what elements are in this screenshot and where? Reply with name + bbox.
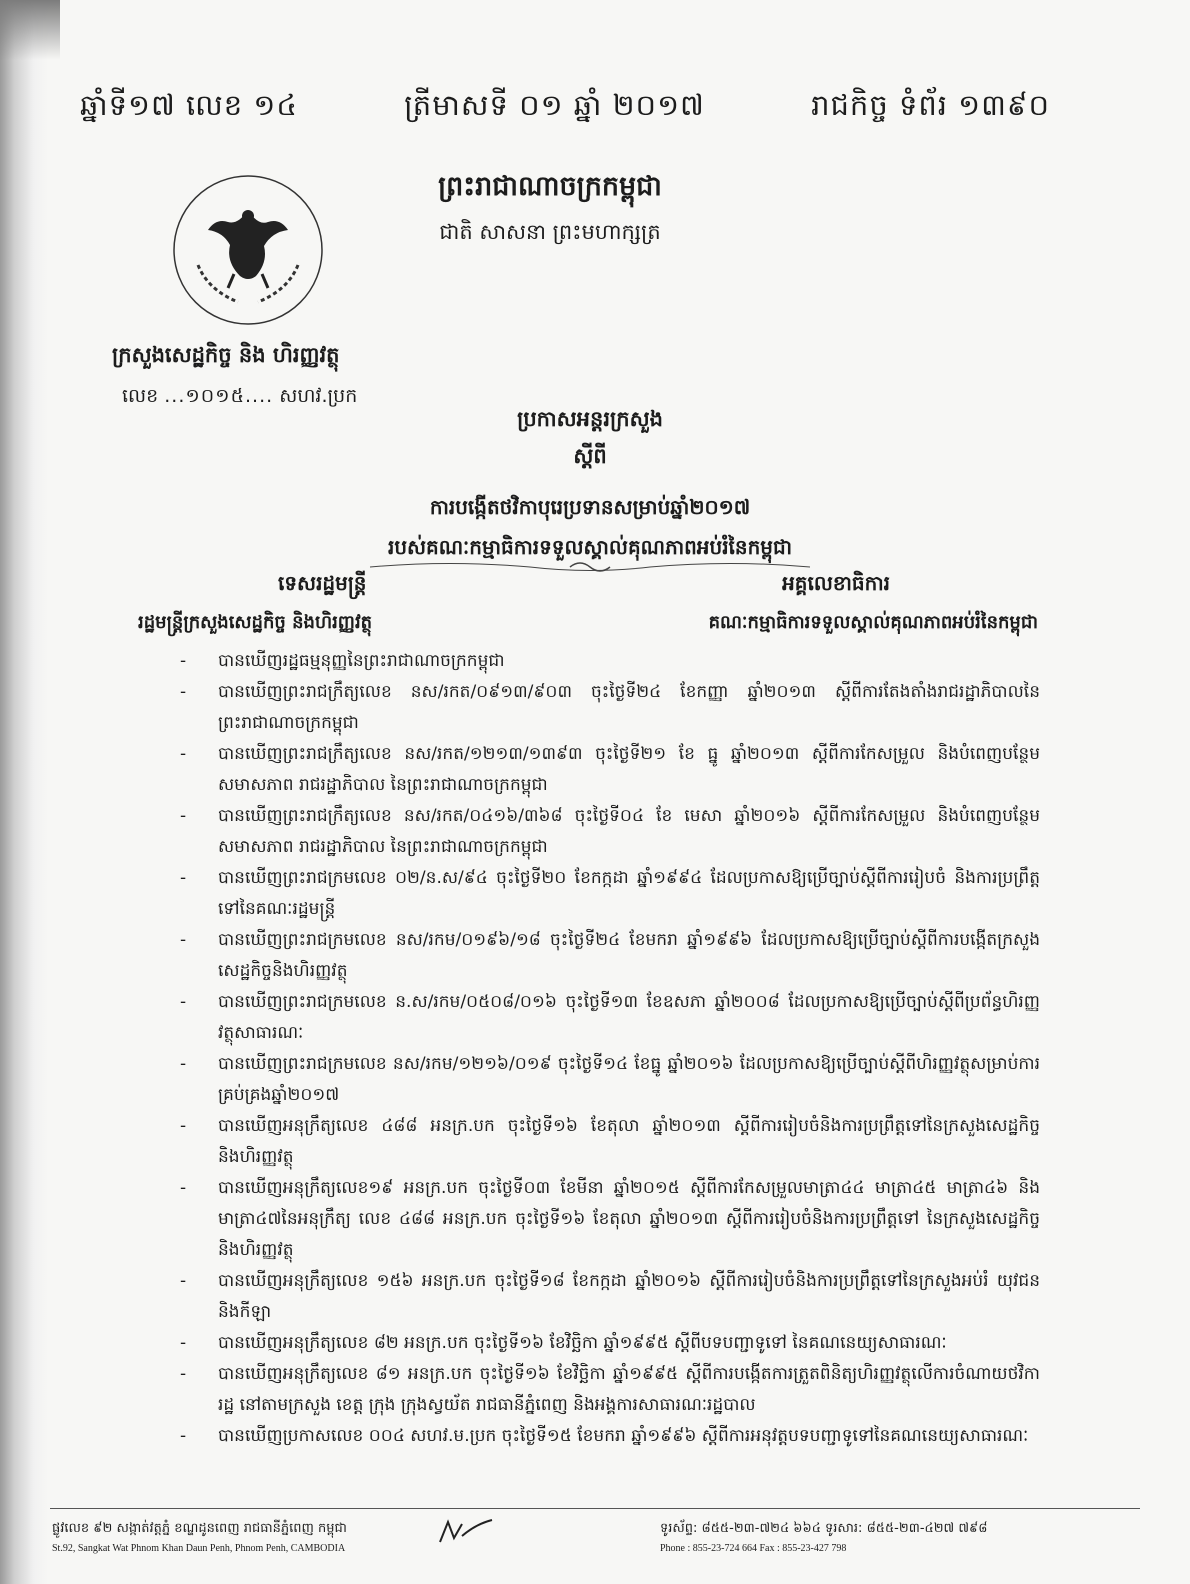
gazette-quarter: ត្រីមាសទី ០១ ឆ្នាំ ២០១៧ xyxy=(404,88,705,122)
title-about: ស្តីពី xyxy=(573,444,607,468)
scan-corner-shadow xyxy=(0,0,60,60)
kingdom-motto: ជាតិ សាសនា ព្រះមហាក្សត្រ xyxy=(439,220,661,244)
signatory-right-title: អគ្គលេខាធិការ xyxy=(782,571,890,595)
gazette-header xyxy=(80,88,1050,130)
list-item: - បានឃើញអនុក្រឹត្យលេខ ៤៨៨ អនក្រ.បក ចុះថ្ងៃទី១៦ ខែតុលា ឆ្នាំ២០១៣ ស្តីពីការរៀបចំនិងការប្រព្រឹត្តទៅនៃក្រសួងសេដ្ឋកិច្ចនិងហិរញ្ញវត្ថុ xyxy=(180,1116,1040,1167)
list-item: - បានឃើញព្រះរាជក្រមលេខ នស/រកម/១២១៦/០១៩ ចុះថ្ងៃទី១៤ ខែធ្នូ ឆ្នាំ២០១៦ ដែលប្រកាសឱ្យប្រើច្បាប់ស្តីពីហិរញ្ញវត្ថុសម្រាប់ការគ្រប់គ្រងឆ្នាំ២០១៧ xyxy=(180,1054,1040,1105)
title-subject-continued: របស់គណៈកម្មាធិការទទួលស្គាល់គុណភាពអប់រំនៃកម្ពុជា xyxy=(387,535,793,559)
list-item: - បានឃើញរដ្ឋធម្មនុញ្ញនៃព្រះរាជាណាចក្រកម្ពុជា xyxy=(180,651,505,671)
garuda-emblem-icon xyxy=(168,170,328,330)
kingdom-name: ព្រះរាជាណាចក្រកម្ពុជា xyxy=(438,171,662,202)
reference-suffix: សហវ.ប្រក xyxy=(279,385,358,407)
list-item: - បានឃើញព្រះរាជក្រមលេខ នស/រកម/០១៩៦/១៨ ចុះថ្ងៃទី២៤ ខែមករា ឆ្នាំ១៩៩៦ ដែលប្រកាសឱ្យប្រើច្បាប់ស្តីពីការបង្កើតក្រសួងសេដ្ឋកិច្ចនិងហិរញ្ញវត្ថុ xyxy=(180,930,1040,981)
footer-contact-khmer: ទូរស័ព្ទ: ៨៥៥-២៣-៧២៤ ៦៦៤ ទូរសារ: ៨៥៥-២៣-៤២៧ ៧៩៨ xyxy=(660,1521,988,1536)
signatory-right-subtitle: គណៈកម្មាធិការទទួលស្គាល់គុណភាពអប់រំនៃកម្ពុជា xyxy=(708,612,1038,633)
footer-address-khmer: ផ្លូវលេខ ៩២ សង្កាត់វត្តភ្នំ ខណ្ឌដូនពេញ រាជធានីភ្នំពេញ កម្ពុជា xyxy=(52,1521,347,1536)
legal-basis-list xyxy=(180,646,1040,1452)
ministry-name: ក្រសួងសេដ្ឋកិច្ច និង ហិរញ្ញវត្ថុ xyxy=(112,343,340,367)
list-item: - បានឃើញអនុក្រឹត្យលេខ១៩ អនក្រ.បក ចុះថ្ងៃទី០៣ ខែមីនា ឆ្នាំ២០១៥ ស្តីពីការកែសម្រួលមាត្រា៤៤ មាត្រា៤៥ មាត្រា៤៦ និងមាត្រា៤៧នៃអនុក្រឹត្យ លេខ ៤៨៨ អនក្រ.បក ចុះថ្ងៃទី១៦ ខែតុលា ឆ្នាំ២០១៣ ស្តីពីការរៀបចំនិងការប្រព្រឹត្តទៅ នៃក្រសួងសេដ្ឋកិច្ច និងហិរញ្ញវត្ថុ xyxy=(180,1178,1040,1260)
title-subject: ការបង្កើតថវិកាបុរេប្រទានសម្រាប់ឆ្នាំ២០១៧ xyxy=(429,495,751,519)
list-item: - បានឃើញអនុក្រឹត្យលេខ ៨១ អនក្រ.បក ចុះថ្ងៃទី១៦ ខែវិច្ឆិកា ឆ្នាំ១៩៩៥ ស្តីពីការបង្កើតការត្រួតពិនិត្យហិរញ្ញវត្ថុលើការចំណាយថវិការដ្ឋ នៅតាមក្រសួង ខេត្ត ក្រុង ក្រុងស្វយ័ត រាជធានីភ្នំពេញ និងអង្គការសាធារណៈរដ្ឋបាល xyxy=(180,1364,1040,1415)
footer-contact xyxy=(660,1520,1080,1554)
footer-contact-english: Phone : 855-23-724 664 Fax : 855-23-427 798 xyxy=(660,1543,847,1554)
list-item: - បានឃើញព្រះរាជក្រមលេខ ០២/ន.ស/៩៤ ចុះថ្ងៃទី២០ ខែកក្កដា ឆ្នាំ១៩៩៤ ដែលប្រកាសឱ្យប្រើច្បាប់ស្តីពីការរៀបចំ និងការប្រព្រឹត្តទៅនៃគណៈរដ្ឋមន្ត្រី xyxy=(180,868,1040,919)
signatory-left-title: ទេសរដ្ឋមន្ត្រី xyxy=(278,571,367,595)
reference-value: ...១០១៥.... xyxy=(164,385,274,407)
list-item: - បានឃើញអនុក្រឹត្យលេខ ៨២ អនក្រ.បក ចុះថ្ងៃទី១៦ ខែវិច្ឆិកា ឆ្នាំ១៩៩៥ ស្តីពីបទបញ្ជាទូទៅ នៃគណនេយ្យសាធារណៈ xyxy=(180,1333,947,1353)
list-item: - បានឃើញព្រះរាជក្រឹត្យលេខ នស/រកត/០៩១៣/៩០៣ ចុះថ្ងៃទី២៤ ខែកញ្ញា ឆ្នាំ២០១៣ ស្តីពីការតែងតាំងរាជរដ្ឋាភិបាលនៃព្រះរាជាណាចក្រកម្ពុជា xyxy=(180,682,1040,733)
footer-divider xyxy=(50,1508,1140,1509)
title-type: ប្រកាសអន្តរក្រសួង xyxy=(517,407,663,431)
document-title xyxy=(240,406,940,564)
footer-address-english: St.92, Sangkat Wat Phnom Khan Daun Penh, Phnom Penh, CAMBODIA xyxy=(52,1543,346,1554)
gazette-volume: ឆ្នាំទី១៧ លេខ ១៤ xyxy=(80,88,298,122)
list-item: - បានឃើញព្រះរាជក្រឹត្យលេខ នស/រកត/០៤១៦/៣៦៨ ចុះថ្ងៃទី០៤ ខែ មេសា ឆ្នាំ២០១៦ ស្តីពីការកែសម្រួល និងបំពេញបន្ថែម សមាសភាព រាជរដ្ឋាភិបាល នៃព្រះរាជាណាចក្រកម្ពុជា xyxy=(180,806,1040,857)
list-item: - បានឃើញព្រះរាជក្រឹត្យលេខ នស/រកត/១២១៣/១៣៩៣ ចុះថ្ងៃទី២១ ខែ ធ្នូ ឆ្នាំ២០១៣ ស្តីពីការកែសម្រួល និងបំពេញបន្ថែម សមាសភាព រាជរដ្ឋាភិបាល នៃព្រះរាជាណាចក្រកម្ពុជា xyxy=(180,744,1040,795)
signatory-left-subtitle: រដ្ឋមន្ត្រីក្រសួងសេដ្ឋកិច្ច និងហិរញ្ញវត្ថុ xyxy=(138,612,373,633)
footer-address xyxy=(52,1520,452,1554)
list-item: - បានឃើញប្រកាសលេខ ០០៤ សហវ.ម.ប្រក ចុះថ្ងៃទី១៥ ខែមករា ឆ្នាំ១៩៩៦ ស្តីពីការអនុវត្តបទបញ្ជាទូទៅនៃគណនេយ្យសាធារណៈ xyxy=(180,1426,1029,1446)
signatories xyxy=(138,570,1038,637)
ministry-seal xyxy=(168,170,328,330)
scan-edge-shadow xyxy=(0,0,48,1584)
list-item: - បានឃើញអនុក្រឹត្យលេខ ១៥៦ អនក្រ.បក ចុះថ្ងៃទី១៨ ខែកក្កដា ឆ្នាំ២០១៦ ស្តីពីការរៀបចំនិងការប្រព្រឹត្តទៅនៃក្រសួងអប់រំ យុវជន និងកីឡា xyxy=(180,1271,1040,1322)
kingdom-heading xyxy=(420,170,680,250)
initials-signature xyxy=(436,1514,496,1550)
list-item: - បានឃើញព្រះរាជក្រមលេខ ន.ស/រកម/០៥០៨/០១៦ ចុះថ្ងៃទី១៣ ខែឧសភា ឆ្នាំ២០០៨ ដែលប្រកាសឱ្យប្រើច្បាប់ស្តីពីប្រព័ន្ធហិរញ្ញវត្ថុសាធារណៈ xyxy=(180,992,1040,1043)
gazette-page: រាជកិច្ច ទំព័រ ១៣៩០ xyxy=(811,88,1050,122)
reference-prefix: លេខ xyxy=(122,385,159,407)
